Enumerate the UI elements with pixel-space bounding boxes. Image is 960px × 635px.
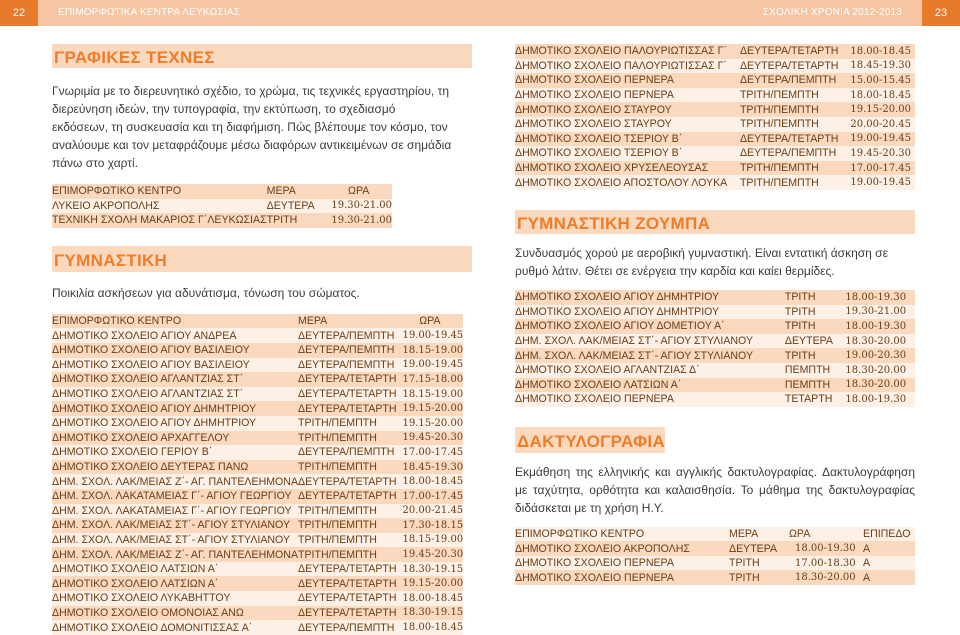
row-time: 19.00-20.30 <box>845 350 907 362</box>
row-time: 19.15-20.00 <box>402 417 464 429</box>
gym-title-band <box>52 246 472 272</box>
row-centre: ΛΥΚΕΙΟ ΑΚΡΟΠΟΛΗΣ <box>52 199 160 212</box>
col-header-centre: ΕΠΙΜΟΡΦΩΤΙΚΟ ΚΕΝΤΡΟ <box>52 315 182 328</box>
table-row <box>515 348 915 363</box>
row-centre: ΔΗΜ. ΣΧΟΛ. ΛΑΚΑΤΑΜΕΙΑΣ Γ΄- ΑΓΙΟΥ ΓΕΩΡΓΙΟΥ <box>52 504 292 517</box>
graphics-title: ΓΡΑΦΙΚΕΣ ΤΕΧΝΕΣ <box>54 48 215 67</box>
row-day: ΤΡΙΤΗ/ΠΕΜΠΤΗ <box>298 417 377 430</box>
row-day: ΤΡΙΤΗ/ΠΕΜΠΤΗ <box>298 533 377 546</box>
gym-intro: Ποικιλία ασκήσεων για αδυνάτισμα, τόνωση του σώματος. <box>52 285 360 300</box>
typing-title-band <box>515 427 665 453</box>
row-time: 18.45-19.30 <box>402 461 464 473</box>
row-centre: ΔΗΜΟΤΙΚΟ ΣΧΟΛΕΙΟ ΟΜΟΝΟΙΑΣ ΑΝΩ <box>52 606 244 619</box>
row-day: ΤΡΙΤΗ/ΠΕΜΠΤΗ <box>739 118 819 131</box>
row-time: 17.00-17.45 <box>402 446 464 458</box>
row-day: ΤΡΙΤΗ/ΠΕΜΠΤΗ <box>298 548 377 561</box>
row-time: 18.00-19.30 <box>845 320 907 332</box>
table-row <box>52 213 392 228</box>
row-time: 18.15-19.00 <box>402 534 464 546</box>
row-centre: ΔΗΜΟΤΙΚΟ ΣΧΟΛΕΙΟ ΤΣΕΡΙΟΥ Β΄ <box>515 147 683 160</box>
col-header-level: ΕΠΙΠΕΔΟ <box>863 527 911 540</box>
row-centre: ΔΗΜΟΤΙΚΟ ΣΧΟΛΕΙΟ ΓΕΡΙΟΥ Β΄ <box>52 446 213 459</box>
row-centre: ΔΗΜΟΤΙΚΟ ΣΧΟΛΕΙΟ ΛΑΤΣΙΩΝ Α΄ <box>52 563 219 576</box>
row-centre: ΤΕΧΝΙΚΗ ΣΧΟΛΗ ΜΑΚΑΡΙΟΣ Γ΄ΛΕΥΚΩΣΙΑΣ <box>52 214 267 227</box>
row-centre: ΔΗΜΟΤΙΚΟ ΣΧΟΛΕΙΟ ΠΑΛΟΥΡΙΩΤΙΣΣΑΣ Γ΄ <box>515 45 727 58</box>
col-header-time: ΩΡΑ <box>789 527 811 540</box>
graphics-intro: Γνωριμία με το διερευνητικό σχέδιο, το χρώμα, τις τεχνικές εργαστηρίου, τη διερεύνηση ιδεών, την τυπογραφία, την εκτύπωση, το σχεδιασμό εκδόσεων, τη συσκευασία και τη διαφήμιση. Πώς βλέπουμε τον κόσμο, τον αναλύουμε και τον μεταφράζουμε μέσω διαφόρων αντικειμένων σε σημάδια πάνω στο χαρτί. <box>52 84 452 170</box>
table-row <box>515 88 915 103</box>
row-day: ΔΕΥΤΕΡΑ/ΤΕΤΑΡΤΗ <box>739 45 839 58</box>
row-day: ΔΕΥΤΕΡΑ/ΠΕΜΠΤΗ <box>298 344 395 357</box>
row-day: ΔΕΥΤΕΡΑ/ΤΕΤΑΡΤΗ <box>298 563 397 576</box>
row-day: ΔΕΥΤΕΡΑ/ΠΕΜΠΤΗ <box>298 446 395 459</box>
row-time: 20.00-20.45 <box>850 118 911 130</box>
row-time: 19.15-20.00 <box>402 578 464 590</box>
page-number-right: 23 <box>922 0 960 26</box>
row-day: ΤΡΙΤΗ/ΠΕΜΠΤΗ <box>739 103 819 116</box>
row-time: 18.15-19.00 <box>402 344 464 356</box>
table-header-row <box>52 184 392 199</box>
row-centre: ΔΗΜΟΤΙΚΟ ΣΧΟΛΕΙΟ ΣΤΑΥΡΟΥ <box>515 118 672 131</box>
row-time: 18.30-20.00 <box>845 335 907 347</box>
table-row <box>52 489 463 504</box>
zumba-title-band <box>515 210 915 234</box>
page-number-left: 22 <box>0 0 38 26</box>
row-centre: ΔΗΜΟΤΙΚΟ ΣΧΟΛΕΙΟ ΑΓΙΟΥ ΑΝΔΡΕΑ <box>52 329 237 342</box>
row-day: ΔΕΥΤΕΡΑ/ΤΕΤΑΡΤΗ <box>739 132 839 145</box>
row-day: ΔΕΥΤΕΡΑ/ΤΕΤΑΡΤΗ <box>298 490 397 503</box>
row-centre: ΔΗΜΟΤΙΚΟ ΣΧΟΛΕΙΟ ΑΓΙΟΥ ΔΗΜΗΤΡΙΟΥ <box>52 417 257 430</box>
table-row <box>515 73 915 88</box>
gym-title: ΓΥΜΝΑΣΤΙΚΗ <box>54 250 168 270</box>
row-time: 19.00-19.45 <box>402 359 464 371</box>
table-row <box>52 606 463 621</box>
row-time: 17.00-17.45 <box>850 162 911 174</box>
table-row <box>52 445 463 460</box>
typing-table <box>515 527 915 585</box>
row-time: 18.00-19.30 <box>845 291 907 303</box>
row-time: 18.00-18.45 <box>402 622 464 634</box>
row-day: ΤΡΙΤΗ/ΠΕΜΠΤΗ <box>298 461 377 474</box>
row-day: ΔΕΥΤΕΡΑ/ΠΕΜΠΤΗ <box>298 329 395 342</box>
row-time: 19.30-21.00 <box>845 306 907 318</box>
row-day: ΔΕΥΤΕΡΑ/ΤΕΤΑΡΤΗ <box>298 388 397 401</box>
row-time: 20.00-21.45 <box>402 505 464 517</box>
table-row <box>515 556 915 571</box>
row-time: 18.00-18.45 <box>402 592 464 604</box>
row-time: 17.30-18.15 <box>402 519 464 531</box>
row-centre: ΔΗΜ. ΣΧΟΛ. ΛΑΚΑΤΑΜΕΙΑΣ Γ΄- ΑΓΙΟΥ ΓΕΩΡΓΙΟΥ <box>52 490 292 503</box>
table-row <box>515 378 915 393</box>
table-row <box>52 460 463 475</box>
table-row <box>515 363 915 378</box>
row-centre: ΔΗΜΟΤΙΚΟ ΣΧΟΛΕΙΟ ΠΕΡΝΕΡΑ <box>515 557 674 570</box>
table-row <box>515 541 915 556</box>
row-centre: ΔΗΜΟΤΙΚΟ ΣΧΟΛΕΙΟ ΑΓΛΑΝΤΖΙΑΣ ΣΤ΄ <box>52 388 244 401</box>
right-column <box>515 44 915 585</box>
row-time: 19.15-20.00 <box>850 104 911 116</box>
row-time: 18.15-19.00 <box>402 388 464 400</box>
row-centre: ΔΗΜΟΤΙΚΟ ΣΧΟΛΕΙΟ ΔΕΥΤΕΡΑΣ ΠΑΝΩ <box>52 461 249 474</box>
row-day: ΠΕΜΠΤΗ <box>784 364 831 377</box>
table-row <box>515 570 915 585</box>
table-row <box>515 334 915 349</box>
row-centre: ΔΗΜΟΤΙΚΟ ΣΧΟΛΕΙΟ ΑΠΟΣΤΟΛΟΥ ΛΟΥΚΑ <box>515 176 728 189</box>
table-row <box>52 533 463 548</box>
row-centre: ΔΗΜΟΤΙΚΟ ΣΧΟΛΕΙΟ ΑΓΙΟΥ ΒΑΣΙΛΕΙΟΥ <box>52 358 250 371</box>
table-row <box>515 305 915 320</box>
graphics-title-band <box>52 44 472 68</box>
row-centre: ΔΗΜΟΤΙΚΟ ΣΧΟΛΕΙΟ ΛΑΤΣΙΩΝ Α΄ <box>52 577 219 590</box>
row-day: ΤΡΙΤΗ/ΠΕΜΠΤΗ <box>298 504 377 517</box>
table-row <box>515 392 915 407</box>
table-row <box>52 620 463 635</box>
typing-title: ΔΑΚΤΥΛΟΓΡΑΦΙΑ <box>517 431 666 451</box>
table-header-row <box>52 314 463 329</box>
row-centre: ΔΗΜΟΤΙΚΟ ΣΧΟΛΕΙΟ ΑΓΙΟΥ ΔΟΜΕΤΙΟΥ Α΄ <box>515 320 725 333</box>
zumba-intro: Συνδυασμός χορού με αεροβική γυμναστική. Είναι εντατική άσκηση σε ρυθμό λάτιν. Θέτει σε ενέργεια την καρδία και καίει θερμίδες. <box>515 245 888 278</box>
row-day: ΤΡΙΤΗ/ΠΕΜΠΤΗ <box>298 431 377 444</box>
table-row <box>52 474 463 489</box>
row-time: 19.45-20.30 <box>850 147 911 159</box>
row-time: 19.15-20.00 <box>402 403 464 415</box>
table-row <box>52 562 463 577</box>
row-day: ΔΕΥΤΕΡΑ/ΠΕΜΠΤΗ <box>298 358 395 371</box>
row-day: ΔΕΥΤΕΡΑ/ΤΕΤΑΡΤΗ <box>298 577 397 590</box>
row-day: ΤΡΙΤΗ/ΠΕΜΠΤΗ <box>739 89 819 102</box>
table-row <box>52 328 463 343</box>
row-centre: ΔΗΜ. ΣΧΟΛ. ΛΑΚ/ΜΕΙΑΣ ΣΤ΄- ΑΓΙΟΥ ΣΤΥΛΙΑΝΟΥ <box>52 533 291 546</box>
row-day: ΤΡΙΤΗ <box>729 571 760 584</box>
row-centre: ΔΗΜΟΤΙΚΟ ΣΧΟΛΕΙΟ ΠΕΡΝΕΡΑ <box>515 89 674 102</box>
row-time: 19.00-19.45 <box>402 330 464 342</box>
row-time: 18.30-20.00 <box>795 572 856 584</box>
row-time: 19.30-21.00 <box>331 214 392 226</box>
row-day: ΔΕΥΤΕΡΑ/ΤΕΤΑΡΤΗ <box>739 59 839 72</box>
table-row <box>52 547 463 562</box>
row-day: ΤΡΙΤΗ/ΠΕΜΠΤΗ <box>298 519 377 532</box>
gym-table-continued <box>515 44 915 190</box>
row-centre: ΔΗΜΟΤΙΚΟ ΣΧΟΛΕΙΟ ΠΕΡΝΕΡΑ <box>515 571 674 584</box>
graphics-table <box>52 184 392 228</box>
row-day: ΔΕΥΤΕΡΑ/ΤΕΤΑΡΤΗ <box>298 606 397 619</box>
row-time: 19.00-19.45 <box>850 133 911 145</box>
row-time: 18.00-19.30 <box>845 393 907 405</box>
row-day: ΤΡΙΤΗ <box>784 320 816 333</box>
col-header-time: ΩΡΑ <box>348 185 370 198</box>
row-centre: ΔΗΜΟΤΙΚΟ ΣΧΟΛΕΙΟ ΑΓΛΑΝΤΖΙΑΣ Δ΄ <box>515 364 700 377</box>
table-row <box>515 59 915 74</box>
row-centre: ΔΗΜΟΤΙΚΟ ΣΧΟΛΕΙΟ ΑΡΧΑΓΓΕΛΟΥ <box>52 431 230 444</box>
row-centre: ΔΗΜ. ΣΧΟΛ. ΛΑΚ/ΜΕΙΑΣ ΣΤ΄- ΑΓΙΟΥ ΣΤΥΛΙΑΝΟΥ <box>515 349 754 362</box>
row-day: ΤΡΙΤΗ <box>784 305 816 318</box>
table-row <box>515 319 915 334</box>
row-centre: ΔΗΜΟΤΙΚΟ ΣΧΟΛΕΙΟ ΤΣΕΡΙΟΥ Β΄ <box>515 132 683 145</box>
row-level: Α <box>863 557 871 570</box>
row-time: 15.00-15.45 <box>850 74 911 86</box>
col-header-centre: ΕΠΙΜΟΡΦΩΤΙΚΟ ΚΕΝΤΡΟ <box>515 527 645 540</box>
zumba-table <box>515 290 915 407</box>
row-centre: ΔΗΜΟΤΙΚΟ ΣΧΟΛΕΙΟ ΑΓΙΟΥ ΔΗΜΗΤΡΙΟΥ <box>515 291 720 304</box>
row-time: 19.45-20.30 <box>402 549 464 561</box>
zumba-title: ΓΥΜΝΑΣΤΙΚΗ ΖΟΥΜΠΑ <box>517 213 711 233</box>
row-centre: ΔΗΜΟΤΙΚΟ ΣΧΟΛΕΙΟ ΣΤΑΥΡΟΥ <box>515 103 672 116</box>
row-day: ΔΕΥΤΕΡΑ <box>266 199 315 212</box>
header-left-title: ΕΠΙΜΟΡΦΩΤΙΚΑ ΚΕΝΤΡΑ ΛΕΥΚΩΣΙΑΣ <box>58 7 241 18</box>
row-centre: ΔΗΜΟΤΙΚΟ ΣΧΟΛΕΙΟ ΑΓΙΟΥ ΔΗΜΗΤΡΙΟΥ <box>52 402 257 415</box>
header-right-title: ΣΧΟΛΙΚΗ ΧΡΟΝΙΑ 2012-2013 <box>762 7 902 18</box>
row-day: ΔΕΥΤΕΡΑ/ΤΕΤΑΡΤΗ <box>298 373 397 386</box>
row-day: ΔΕΥΤΕΡΑ/ΠΕΜΠΤΗ <box>739 147 837 160</box>
row-centre: ΔΗΜΟΤΙΚΟ ΣΧΟΛΕΙΟ ΠΕΡΝΕΡΑ <box>515 393 674 406</box>
table-row <box>52 199 392 214</box>
table-header-row <box>515 527 915 542</box>
left-column <box>52 44 472 635</box>
row-centre: ΔΗΜΟΤΙΚΟ ΣΧΟΛΕΙΟ ΠΑΛΟΥΡΙΩΤΙΣΣΑΣ Γ΄ <box>515 59 727 72</box>
col-header-time: ΩΡΑ <box>419 315 441 328</box>
row-day: ΔΕΥΤΕΡΑ <box>729 542 778 555</box>
row-centre: ΔΗΜ. ΣΧΟΛ. ΛΑΚ/ΜΕΙΑΣ Ζ΄- ΑΓ. ΠΑΝΤΕΛΕΗΜΟΝΑ <box>52 475 299 488</box>
row-time: 19.30-21.00 <box>331 200 392 212</box>
typing-intro: Εκμάθηση της ελληνικής και αγγλικής δακτυλογραφίας. Δακτυλογράφηση με ταχύτητα, ορθότητα και καλαισθησία. Το μάθημα της δακτυλογραφίας διδάσκεται με τη χρήση Η.Υ. <box>515 464 915 515</box>
table-row <box>515 161 915 176</box>
table-row <box>52 358 463 373</box>
row-day: ΔΕΥΤΕΡΑ/ΠΕΜΠΤΗ <box>298 621 395 634</box>
row-time: 18.30-20.00 <box>845 379 907 391</box>
row-time: 18.00-18.45 <box>850 89 911 101</box>
table-row <box>52 518 463 533</box>
table-row <box>52 504 463 519</box>
row-day: ΤΡΙΤΗ <box>729 557 760 570</box>
table-row <box>52 387 463 402</box>
row-level: Α <box>863 542 871 555</box>
row-level: Α <box>863 571 871 584</box>
row-centre: ΔΗΜ. ΣΧΟΛ. ΛΑΚ/ΜΕΙΑΣ ΣΤ΄- ΑΓΙΟΥ ΣΤΥΛΙΑΝΟΥ <box>515 335 754 348</box>
row-centre: ΔΗΜΟΤΙΚΟ ΣΧΟΛΕΙΟ ΛΥΚΑΒΗΤΤΟΥ <box>52 592 231 605</box>
col-header-centre: ΕΠΙΜΟΡΦΩΤΙΚΟ ΚΕΝΤΡΟ <box>52 185 182 198</box>
row-centre: ΔΗΜΟΤΙΚΟ ΣΧΟΛΕΙΟ ΑΓΙΟΥ ΒΑΣΙΛΕΙΟΥ <box>52 344 250 357</box>
table-row <box>515 102 915 117</box>
row-day: ΔΕΥΤΕΡΑ/ΤΕΤΑΡΤΗ <box>298 475 397 488</box>
table-row <box>515 146 915 161</box>
row-day: ΔΕΥΤΕΡΑ/ΤΕΤΑΡΤΗ <box>298 402 397 415</box>
row-time: 17.00-18.30 <box>795 557 856 569</box>
row-day: ΤΡΙΤΗ/ΠΕΜΠΤΗ <box>739 162 819 175</box>
row-centre: ΔΗΜΟΤΙΚΟ ΣΧΟΛΕΙΟ ΑΓΛΑΝΤΖΙΑΣ ΣΤ΄ <box>52 373 244 386</box>
row-centre: ΔΗΜΟΤΙΚΟ ΣΧΟΛΕΙΟ ΛΑΤΣΙΩΝ Α΄ <box>515 378 682 391</box>
row-time: 18.30-20.00 <box>845 364 907 376</box>
row-centre: ΔΗΜΟΤΙΚΟ ΣΧΟΛΕΙΟ ΧΡΥΣΕΛΕΟΥΣΑΣ <box>515 162 709 175</box>
row-time: 17.15-18.00 <box>402 373 464 385</box>
row-time: 18.30-19.15 <box>402 607 464 619</box>
row-day: ΔΕΥΤΕΡΑ/ΠΕΜΠΤΗ <box>739 74 837 87</box>
table-row <box>515 175 915 190</box>
table-row <box>515 117 915 132</box>
row-centre: ΔΗΜ. ΣΧΟΛ. ΛΑΚ/ΜΕΙΑΣ ΣΤ΄- ΑΓΙΟΥ ΣΤΥΛΙΑΝΟΥ <box>52 519 291 532</box>
row-centre: ΔΗΜΟΤΙΚΟ ΣΧΟΛΕΙΟ ΑΚΡΟΠΟΛΗΣ <box>515 542 690 555</box>
row-day: ΤΡΙΤΗ <box>266 214 298 227</box>
row-centre: ΔΗΜΟΤΙΚΟ ΣΧΟΛΕΙΟ ΑΓΙΟΥ ΔΗΜΗΤΡΙΟΥ <box>515 305 720 318</box>
col-header-day: ΜΕΡΑ <box>266 185 296 198</box>
row-time: 17.00-17.45 <box>402 490 464 502</box>
row-time: 18.00-18.45 <box>402 476 464 488</box>
table-row <box>52 431 463 446</box>
row-time: 19.45-20.30 <box>402 432 464 444</box>
row-time: 18.00-18.45 <box>850 45 911 57</box>
row-centre: ΔΗΜΟΤΙΚΟ ΣΧΟΛΕΙΟ ΔΟΜΟΝΙΤΙΣΣΑΣ Α΄ <box>52 621 253 634</box>
table-row <box>52 343 463 358</box>
row-day: ΔΕΥΤΕΡΑ <box>784 335 833 348</box>
row-day: ΤΡΙΤΗ/ΠΕΜΠΤΗ <box>739 176 819 189</box>
table-row <box>52 576 463 591</box>
row-time: 18.45-19.30 <box>850 60 911 72</box>
col-header-day: ΜΕΡΑ <box>729 527 759 540</box>
row-day: ΠΕΜΠΤΗ <box>784 378 831 391</box>
row-time: 18.30-19.15 <box>402 563 464 575</box>
row-centre: ΔΗΜ. ΣΧΟΛ. ΛΑΚ/ΜΕΙΑΣ Ζ΄- ΑΓ. ΠΑΝΤΕΛΕΗΜΟΝΑ <box>52 548 299 561</box>
row-day: ΤΡΙΤΗ <box>784 349 816 362</box>
table-row <box>515 44 915 59</box>
table-row <box>52 591 463 606</box>
row-time: 18.00-19.30 <box>795 543 856 555</box>
row-day: ΔΕΥΤΕΡΑ/ΤΕΤΑΡΤΗ <box>298 592 397 605</box>
table-row <box>52 416 463 431</box>
table-row <box>52 401 463 416</box>
row-centre: ΔΗΜΟΤΙΚΟ ΣΧΟΛΕΙΟ ΠΕΡΝΕΡΑ <box>515 74 674 87</box>
table-row <box>515 132 915 147</box>
row-time: 19.00-19.45 <box>850 177 911 189</box>
table-row <box>515 290 915 305</box>
col-header-day: ΜΕΡΑ <box>298 315 328 328</box>
row-day: ΤΕΤΑΡΤΗ <box>784 393 833 406</box>
row-day: ΤΡΙΤΗ <box>784 291 816 304</box>
gym-table <box>52 314 463 635</box>
table-row <box>52 372 463 387</box>
